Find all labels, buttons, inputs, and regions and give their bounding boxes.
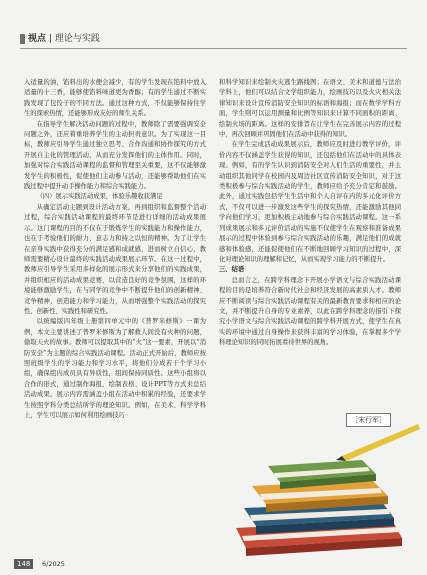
conclusion-heading: 三、结语	[219, 266, 245, 274]
page-number: 148	[14, 559, 33, 569]
header-subtitle: 理论与实践	[54, 34, 100, 44]
header-marker	[20, 34, 25, 44]
header-separator: |	[48, 34, 52, 44]
left-paragraph: 在指导学生解决活动问题的过程中，教师除了需要强调安全问题之外，还应着重培养学生的主动担责意识。为了实现这一目标，教师应引导学生通过独立思考、合作沟通和协作探究的方式开展自主化的管理活动，从而充分发挥他们的主体作用。同时，加强对综合实践活动课程的监督和管理至关重要，这不仅能够激发学生的积极性，促使他们主动参与活动，还能够帮助他们在实践过程中提升动手操作能力和综合实践能力。	[24, 120, 206, 191]
header-text	[28, 31, 100, 44]
right-paragraph: 在学生完成活动成果展示后，教师应及时进行教学评价，评价内容不仅涵盖学生获得的知识，还包括他们在活动中的具体表现。例如，有的学生认识到消防安全对人们生活的重要性，并主动组织其他同学在校园内及周边社区宣传消防安全知识，对于这类积极参与综合实践活动的学生，教师应给予充分肯定和鼓励。此外，通过实践包括学生生活中和个人自评在内的多元化评价方式，不仅可以进一步激发这些学生的探究热情，还能激励其他同学向他们学习，更加积极主动地参与综合实践活动课程。这一系列成果展示和多元评价活动的实施不仅使学生在观察和准备成果展示的过程中体验到参与综合实践活动的乐趣，满足他们的成就感和体验感，还能促使他们在不断地回顾学习知识的过程中，深化对理论知识的理解和记忆，从而实现学习能力的不断提升。	[219, 141, 401, 263]
section-subheading: （四）展示实践活动成果，体验乐趣收获满足	[36, 193, 163, 201]
right-paragraph: 和科学知识来绘制火灾逃生路线图；在语文、美术和道德与法治学科上，他们可以结合文学组织能力，绘画技巧以及火灾相关法律知识来设计宣传消防安全知识的标语和海报；而在数学学科方面，学生则可以运用测量和比例等知识来计算不同面积的距离、绘制火场的距离。这样的安排旨在让学生在完善展示内容的过程中，再次回顾并巩固他们在活动中获得的知识。	[219, 79, 401, 139]
conclusion-paragraph: 总而言之，在跨学科理念下开展小学语文与综合实践活动课程的目的是培养符合新时代社会和经济发展的高素质人才。教师应不断阅读与综合实践活动课程有关的最新教育要求和相应的论文，并不断提升自身的专业素养，以此在跨学科理念的指引下探究小学语文与综合实践活动课程的跨学科开展方式，使学生在真实的环境中通过自身操作来获得丰富的学习体验，在掌握多个学科理论知识的同时拓展看待世界的视角。	[219, 276, 401, 347]
pencil	[336, 424, 420, 461]
page-footer	[0, 557, 427, 575]
books-illustration	[222, 420, 422, 560]
author-tag: ［宋行军］	[346, 413, 391, 427]
header-section: 视点	[28, 34, 47, 44]
page-header	[0, 30, 427, 56]
left-column	[24, 78, 206, 548]
header-rule	[20, 48, 407, 49]
left-paragraph: 入适量的油，馅料出的水便会减少，有的学生发现在馅料中放入适量的十三香，能够使馅料味道更为香醇；有的学生通过不断实践发现了包饺子的不同方法。通过这种方式，不仅能够保持住学生的探索热情，还能够形成友好的师生关系。	[24, 79, 206, 118]
right-column	[219, 78, 401, 408]
issue-label: 6/2025	[42, 560, 65, 568]
left-paragraph: 以统编版四年级上册第四单元中的《普罗米修斯》一课为例，本文主要讲述了普罗米修斯为了解救人间没有火种的问题，偷取天火的故事。教师可以提取其中的“火”这一要素，开展以“消防安全”为主题的综合实践活动课程。活动正式开始后，教师应按照班级学生的学习能力和学习水平，将他们分成若干个学习小组，确保组内成员具有异质性，组间保持同质性。这些小组将以合作的形式，通过制作海报、绘制表格、设计PPT等方式来总结活动成果。展示内容需涵盖小组在活动中积累的经验，还要求学生按照学科分类总结所学的理论知识。例如，在美术、科学学科上，学生可以展示如何利用绘画技巧	[24, 318, 206, 419]
left-paragraph: 从确定活动主题到设计活动方案，再到组织和监督整个活动过程，综合实践活动课程的最终环节是进行详细的活动成果展示。这门课程的目的不仅在于锻炼学生的实践能力和操作能力，也在于考验他们的耐力、意志力和持之以恒的精神。为了让学生在亲身实践中获得充分的满足感和成就感，进而树立自信心，教师需要精心设计最终的实践活动成果展示环节。在这一过程中，教师应引导学生采用多样化的展示形式来分享他们的实践成果，并组织相应的活动成果竞赛，以营造良好的竞争氛围，这样的环境能够激励学生，在与同学的竞争中不断提升他们的创新精神、竞争精神、创造能力和学习能力，从而增强整个实践活动的探究性、创新性、实践性和研究性。	[24, 203, 206, 315]
